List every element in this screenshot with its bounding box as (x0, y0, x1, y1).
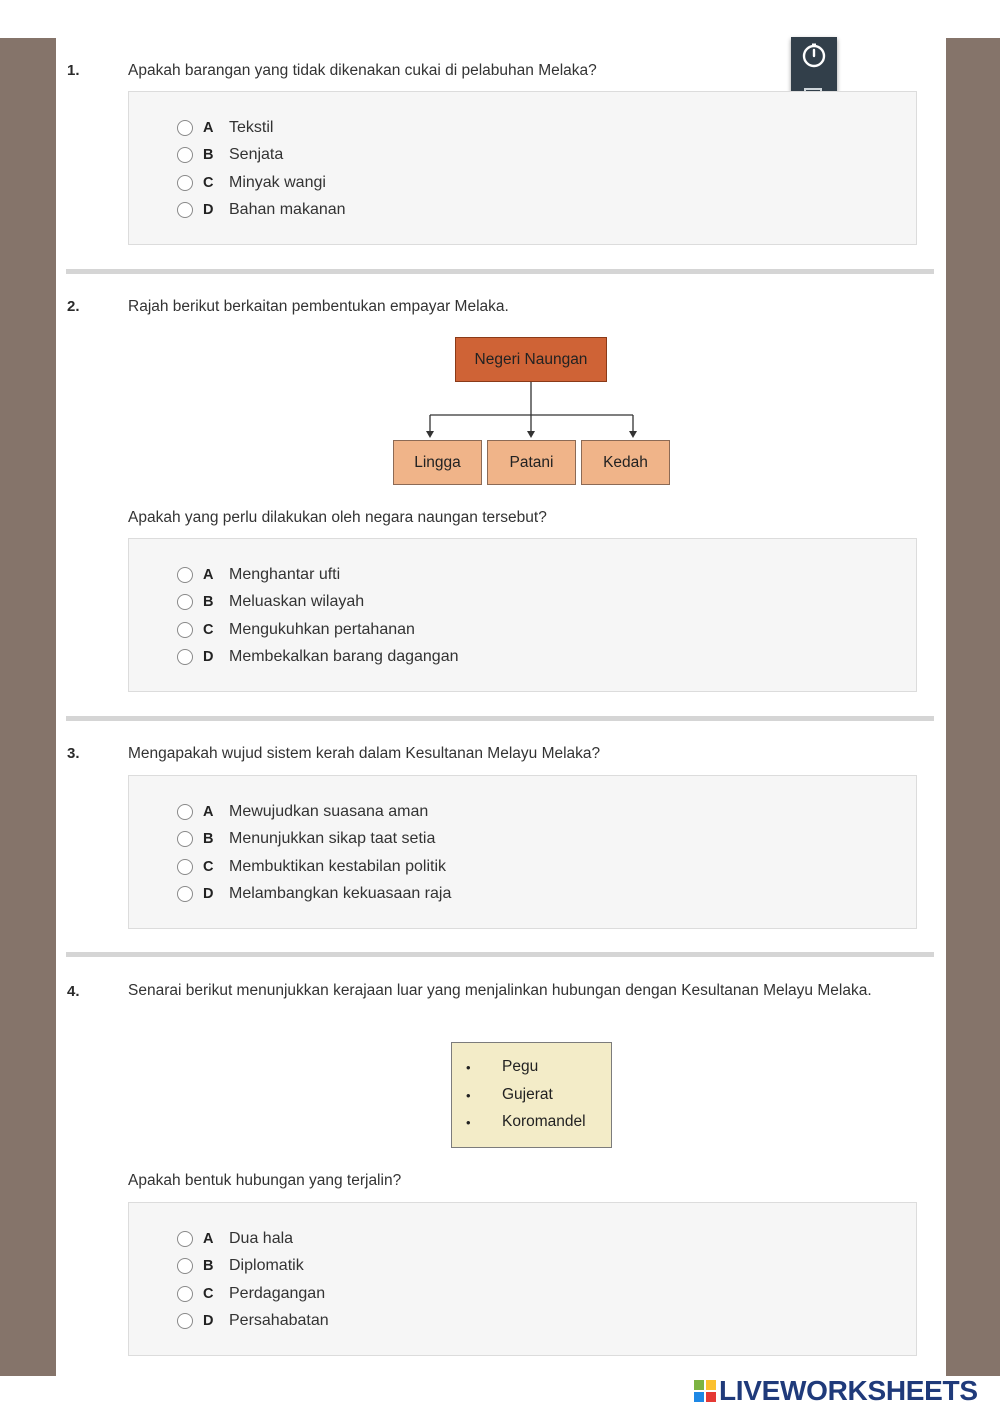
option-text: Bahan makanan (229, 201, 346, 218)
option-a[interactable] (177, 1227, 293, 1251)
option-text: Membekalkan barang dagangan (229, 648, 459, 665)
radio-button[interactable] (177, 567, 193, 583)
options-box (128, 775, 917, 929)
diagram-connectors (0, 0, 1000, 450)
diagram-child-box: Patani (487, 440, 576, 485)
question-text: Mengapakah wujud sistem kerah dalam Kesultanan Melayu Melaka? (128, 745, 601, 762)
option-letter: C (203, 175, 214, 191)
option-text: Mewujudkan suasana aman (229, 803, 429, 820)
question-number: 4. (67, 983, 80, 1000)
radio-button[interactable] (177, 1286, 193, 1302)
radio-button[interactable] (177, 886, 193, 902)
option-text: Perdagangan (229, 1285, 326, 1302)
option-text: Dua hala (229, 1230, 294, 1247)
option-letter: D (203, 886, 214, 902)
kingdom-list-box (451, 1042, 612, 1148)
option-letter: B (203, 594, 214, 610)
bullet: • (466, 1059, 471, 1075)
radio-button[interactable] (177, 1258, 193, 1274)
brand-text: LIVEWORKSHEETS (719, 1375, 978, 1406)
list-item (466, 1111, 586, 1133)
option-b[interactable] (177, 1254, 304, 1278)
question-separator (66, 716, 934, 721)
option-d[interactable] (177, 882, 451, 906)
option-text: Meluaskan wilayah (229, 593, 365, 610)
option-d[interactable] (177, 1309, 329, 1333)
option-letter: B (203, 831, 214, 847)
radio-button[interactable] (177, 594, 193, 610)
option-letter: A (203, 120, 214, 136)
list-item-text: Pegu (502, 1058, 539, 1075)
option-text: Melambangkan kekuasaan raja (229, 885, 452, 902)
option-text: Persahabatan (229, 1312, 329, 1329)
option-text: Menghantar ufti (229, 566, 341, 583)
question-subtext: Apakah yang perlu dilakukan oleh negara naungan tersebut? (128, 509, 547, 526)
option-a[interactable] (177, 563, 340, 587)
liveworksheets-brand (694, 1375, 978, 1407)
liveworksheets-logo-icon (694, 1380, 716, 1402)
radio-button[interactable] (177, 649, 193, 665)
diagram-child-box: Kedah (581, 440, 670, 485)
radio-button[interactable] (177, 1231, 193, 1247)
option-b[interactable] (177, 590, 364, 614)
option-text: Mengukuhkan pertahanan (229, 621, 415, 638)
radio-button[interactable] (177, 622, 193, 638)
option-letter: C (203, 622, 214, 638)
option-letter: A (203, 804, 214, 820)
question-number: 1. (67, 62, 80, 79)
option-letter: B (203, 1258, 214, 1274)
list-item-text: Koromandel (502, 1113, 586, 1130)
bullet: • (466, 1087, 471, 1103)
option-letter: C (203, 1286, 214, 1302)
option-text: Senjata (229, 146, 284, 163)
question-number: 2. (67, 298, 80, 315)
question-text: Senarai berikut menunjukkan kerajaan luar yang menjalinkan hubungan dengan Kesultanan Melayu Melaka. (128, 982, 872, 999)
question-text: Rajah berikut berkaitan pembentukan empayar Melaka. (128, 298, 509, 315)
option-letter: A (203, 567, 214, 583)
option-c[interactable] (177, 618, 415, 642)
diagram-root-box: Negeri Naungan (455, 337, 607, 382)
option-text: Diplomatik (229, 1257, 304, 1274)
radio-button[interactable] (177, 831, 193, 847)
options-box (128, 1202, 917, 1356)
radio-button[interactable] (177, 1313, 193, 1329)
radio-button[interactable] (177, 804, 193, 820)
question-number: 3. (67, 745, 80, 762)
option-letter: D (203, 649, 214, 665)
option-b[interactable] (177, 827, 435, 851)
option-text: Menunjukkan sikap taat setia (229, 830, 436, 847)
option-letter: D (203, 1313, 214, 1329)
question-text: Apakah barangan yang tidak dikenakan cukai di pelabuhan Melaka? (128, 62, 597, 79)
option-letter: C (203, 859, 214, 875)
option-text: Tekstil (229, 119, 274, 136)
list-item (466, 1056, 538, 1078)
list-item-text: Gujerat (502, 1086, 553, 1103)
option-letter: B (203, 147, 214, 163)
option-c[interactable] (177, 1282, 325, 1306)
option-letter: A (203, 1231, 214, 1247)
bullet: • (466, 1114, 471, 1130)
question-subtext: Apakah bentuk hubungan yang terjalin? (128, 1172, 402, 1189)
question-separator (66, 952, 934, 957)
radio-button[interactable] (177, 859, 193, 875)
option-letter: D (203, 202, 214, 218)
options-box (128, 538, 917, 692)
option-text: Membuktikan kestabilan politik (229, 858, 446, 875)
option-a[interactable] (177, 800, 428, 824)
list-item (466, 1084, 553, 1106)
option-text: Minyak wangi (229, 174, 326, 191)
option-d[interactable] (177, 645, 459, 669)
diagram-child-box: Lingga (393, 440, 482, 485)
option-c[interactable] (177, 855, 446, 879)
